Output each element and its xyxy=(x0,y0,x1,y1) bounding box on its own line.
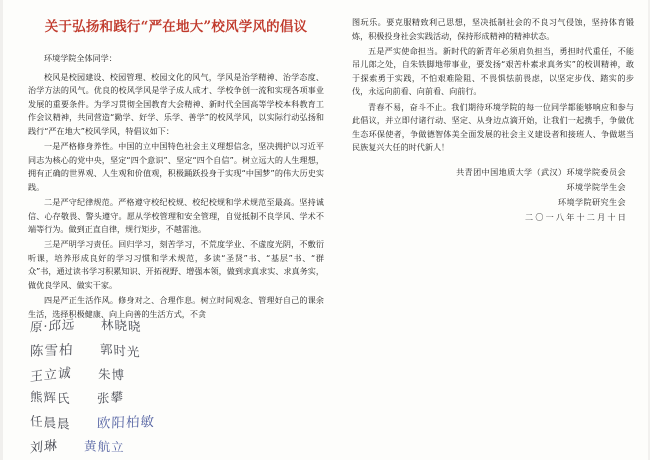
handwritten-signature: 熊辉氏 xyxy=(29,388,71,407)
issuer-line-2: 环境学院学生会 xyxy=(566,181,626,192)
handwritten-signature: 张攀 xyxy=(96,389,124,406)
paragraph-point-four: 四是严正生活作风。修身对之、合理作息。树立时间观念、管理好自己的课余生活，选择积极健康、向上向善的生活方式，不贪 xyxy=(28,295,324,319)
signature-row xyxy=(30,388,330,406)
paragraph-intro: 校风是校园建设、校园管理、校园文化的风气，学风是治学精神、治学态度、治学方法的风气。优良的校风学风是学子成人成才、学校争创一流和实现各项事业发展的重要条件。为学习贯彻全国教育大会精神、新时代全国高等学校本科教育工作会议精神，共同营造“勤学、好学、乐学、善学”的校风学风，以实际行动弘扬和践行“严在地大”校风学风，特倡议如下： xyxy=(28,71,324,136)
document-date: 二〇一八年十二月十日 xyxy=(525,211,628,222)
handwritten-signature: 黄航立 xyxy=(83,438,125,455)
paragraph-point-two: 二是严守纪律规范。严格遵守校纪校规、校纪校规和学术规范至最高。坚持诚信、心存敬畏、警头遵守。愿从学校管理和安全管理，自觉抵制不良学风、学术不端等行为。做到正直自律，规行矩步，不越雷池。 xyxy=(28,196,324,235)
handwritten-signature: 陈雪柏 xyxy=(29,342,74,360)
handwritten-signature: 朱博 xyxy=(97,366,126,383)
handwritten-signature-area xyxy=(29,316,330,457)
signature-row xyxy=(29,364,330,386)
paragraph-point-one: 一是严格修身养性。中国的立中国特色社会主义理想信念，坚决拥护以习近平同志为核心的党中央，坚定“四个意识”、坚定“四个自信”。树立远大的人生理想，拥有正确的世界观、人生观和价值观，积极踊跃投身于实现“中国梦”的伟大历史实践。 xyxy=(28,141,324,192)
signature-row xyxy=(30,316,330,334)
issuer-line-3: 环境学院研究生会 xyxy=(558,196,626,207)
paragraph-point-three: 三是严明学习责任。回归学习，刻苦学习，不荒度学业、不虚度光阴，不敷衍听课，培养形成良好的学习习惯和学术规范，多读“圣贤”书、“基层”书、“群众”书，通过读书学习积累知识、开拓视野、增强本领，做到求真求实、求真务实，做优良学风、做实干家。 xyxy=(28,239,324,290)
handwritten-signature: 郭时光 xyxy=(99,341,141,360)
handwritten-signature: 刘琳 xyxy=(29,438,59,457)
handwritten-signature: 原·邱远 xyxy=(29,316,76,335)
document-title: 关于弘扬和践行“严在地大”校风学风的倡议 xyxy=(44,19,308,35)
paragraph-point-four-cont: 图玩乐。要克服精致利己思想，坚决抵制社会的不良习气侵蚀，坚持体育锻炼，积极投身社会实践活动，保持形成精神的精神状态。 xyxy=(352,17,634,41)
signature-row xyxy=(30,436,330,455)
handwritten-signature: 林晓晓 xyxy=(101,316,143,335)
handwritten-signature: 欧阳柏敏 xyxy=(96,413,155,433)
body-right-column xyxy=(352,16,634,225)
paragraph-closing: 青春不易，奋斗不止。我们期待环境学院的每一位同学都能够响应和参与此倡议，并立即付诸行动、坚定、从身边点滴开始，让我们一起携手，争做优生态环保使者，争做德智体美全面发展的社会主义建设者和接班人、争做堪当民族复兴大任的时代新人！ xyxy=(352,101,634,153)
handwritten-signature: 王立诚 xyxy=(29,365,73,386)
issuer-line-1: 共青团中国地质大学（武汉）环境学院委员会 xyxy=(456,166,626,177)
paragraph-point-five: 五是严实使命担当。新时代的新青年必须肩负担当，勇担时代重任，不能吊儿郎之处，自朱铁脚地带事业，要发扬“艰苦朴素求真务实”的校训精神，敢于探索勇于实践，不怕艰难险阻、不畏惧怯前畏虑，以坚定步伐、踏实的步伐，永远向前看、向前看、向前行。 xyxy=(352,45,634,97)
salutation: 环境学院全体同学： xyxy=(44,53,117,63)
issuer-signature-block xyxy=(352,165,634,225)
signature-row xyxy=(30,411,330,431)
signature-row xyxy=(30,339,330,359)
handwritten-signature: 任晨晨 xyxy=(29,413,71,432)
body-left-column xyxy=(28,52,324,323)
